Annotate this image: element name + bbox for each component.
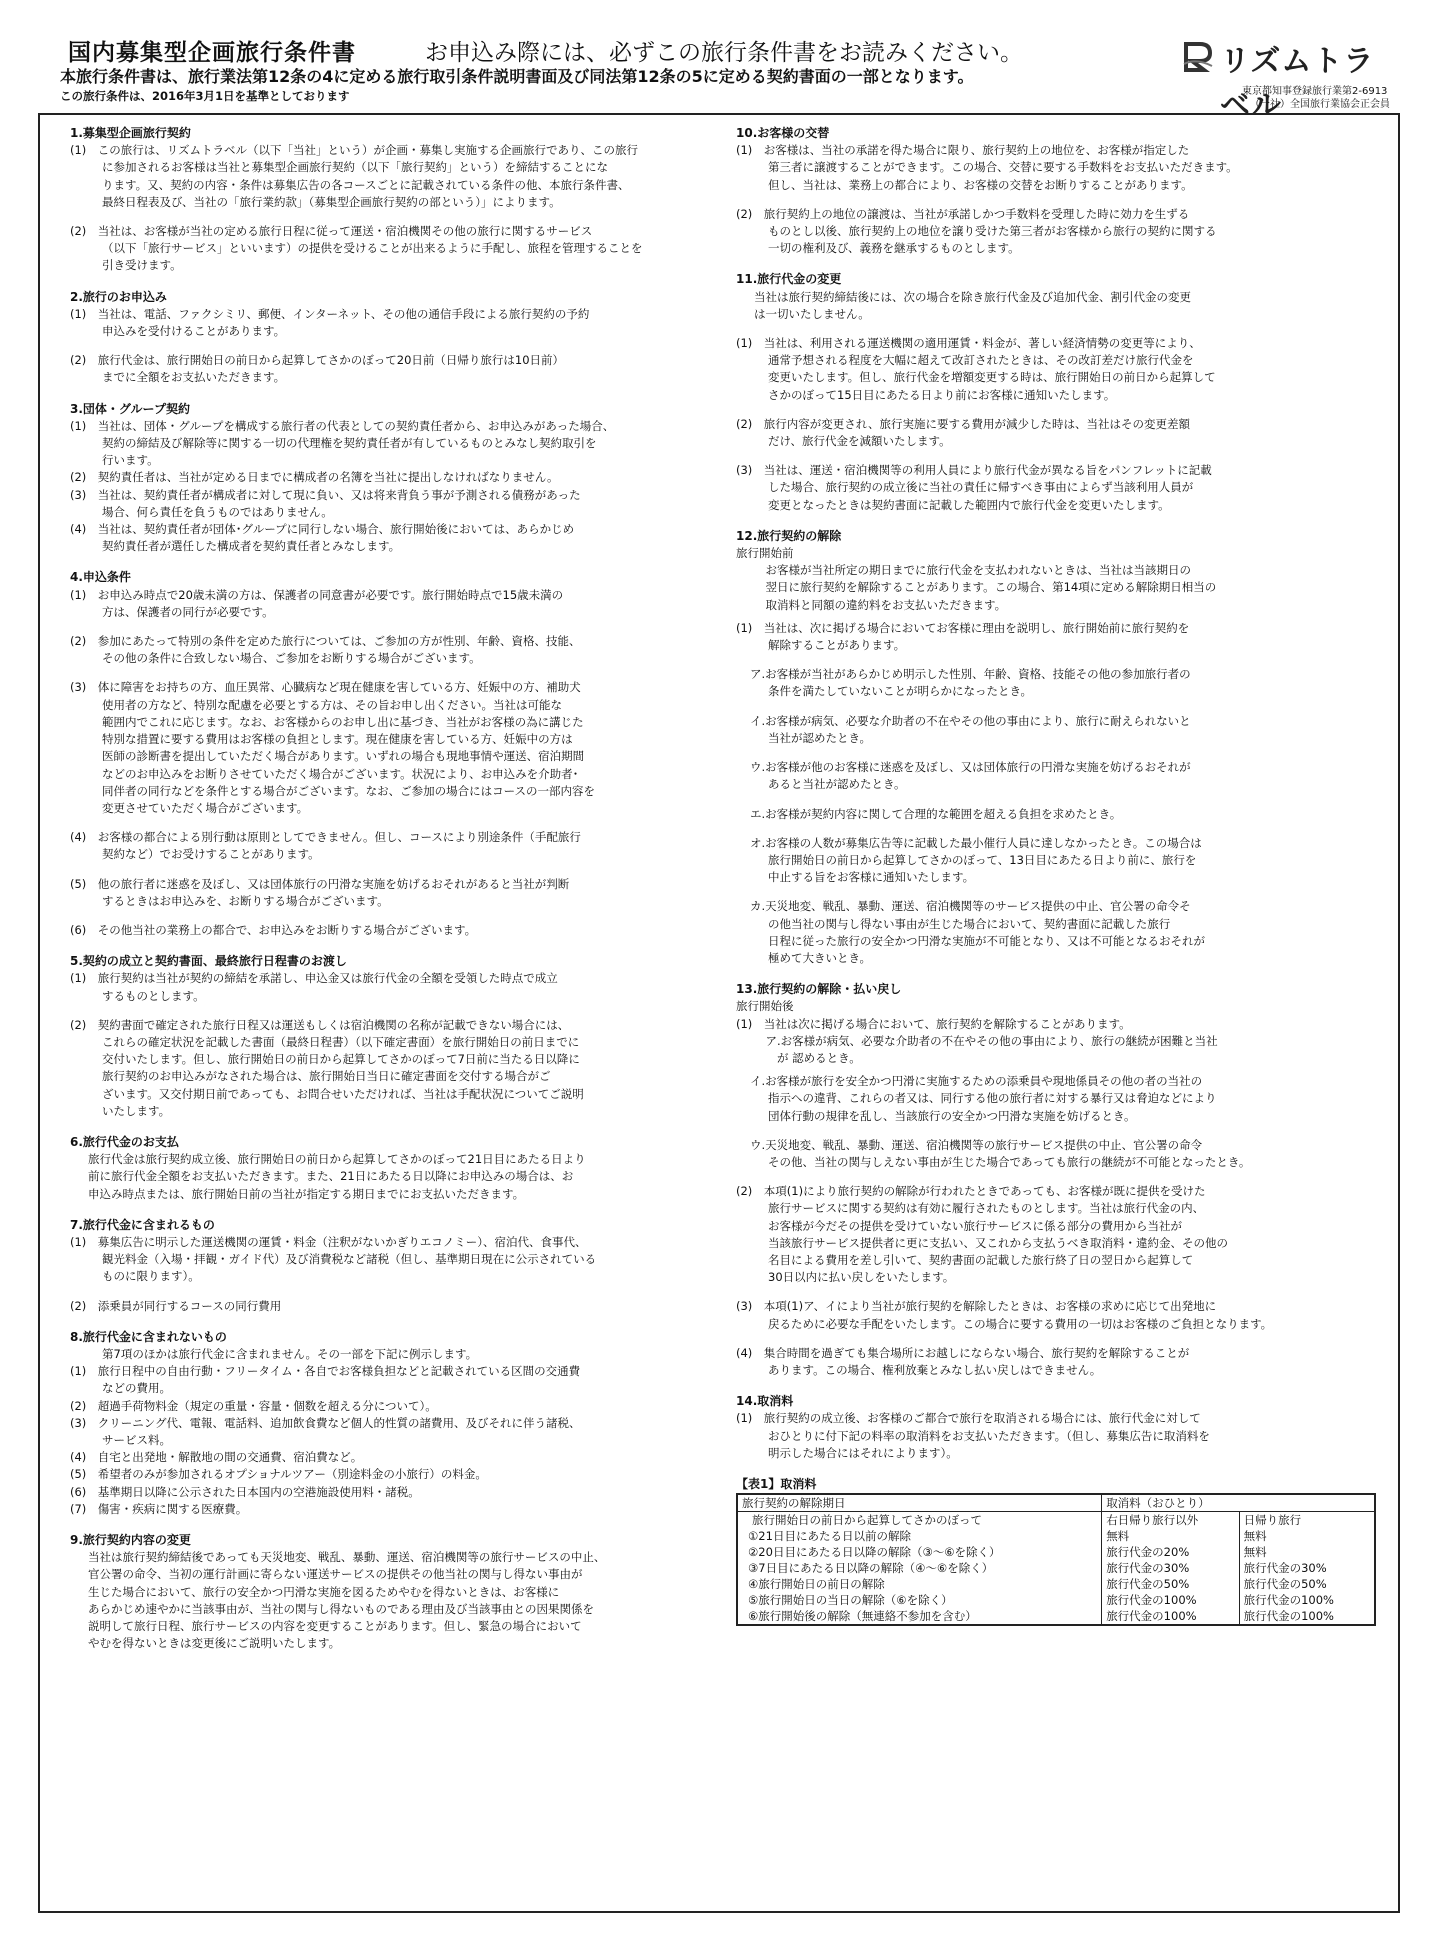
- text-line: ア.お客様が当社があらかじめ明示した性別、年齢、資格、技能その他の参加旅行者の: [750, 667, 1191, 682]
- base-date-note: この旅行条件は、2016年3月1日を基準としております: [60, 89, 350, 103]
- text-line: 当該旅行サービス提供者に更に支払い、又これから支払うべき取消料・違約金、その他の: [768, 1235, 1228, 1250]
- section-title: 11.旅行代金の変更: [736, 272, 842, 287]
- text-line: 申込み時点または、旅行開始日前の当社が指定する期日までにお支払いただきます。: [88, 1186, 525, 1201]
- text-line: (1) 旅行契約の成立後、お客様のご都合で旅行を取消される場合には、旅行代金に対して: [736, 1411, 1201, 1426]
- text-line: するときはお申込みを、お断りする場合がございます。: [102, 893, 389, 908]
- text-line: した場合、旅行契約の成立後に当社の責任に帰すべき事由によらず当該利用人員が: [768, 480, 1194, 495]
- section-title: 7.旅行代金に含まれるもの: [70, 1217, 215, 1232]
- text-line: は一切いたしません。: [754, 306, 870, 321]
- table-row: [737, 1608, 1375, 1625]
- association-membership: （一社）全国旅行業協会正会員: [1250, 99, 1390, 110]
- text-line: 当社は旅行契約締結後であっても天災地変、戦乱、暴動、運送、宿泊機関等の旅行サービスの中止、: [88, 1550, 606, 1565]
- text-line: イ.お客様が旅行を安全かつ円滑に実施するための添乗員や現地係員その他の者の当社の: [750, 1074, 1203, 1089]
- table-subheader-row: [737, 1512, 1375, 1529]
- subheader-reference: 旅行開始日の前日から起算してさかのぼって: [737, 1512, 1102, 1529]
- clause-paragraph: [736, 1183, 1376, 1286]
- cancel-table-caption: 【表1】取消料: [736, 1477, 817, 1491]
- clause-paragraph: [70, 142, 705, 211]
- text-line: (1) 当社は、次に掲げる場合においてお客様に理由を説明し、旅行開始前に旅行契約を: [736, 620, 1190, 635]
- text-line: が 認めるとき。: [754, 1050, 861, 1065]
- subheader-daytrip: 日帰り旅行: [1239, 1512, 1375, 1529]
- fee-non-daytrip: 旅行代金の100%: [1102, 1592, 1239, 1608]
- fee-daytrip: 無料: [1239, 1544, 1375, 1560]
- section-title: 6.旅行代金のお支払: [70, 1134, 179, 1149]
- clause-paragraph: [736, 206, 1376, 258]
- text-line: おひとりに付下記の料率の取消料をお支払いただきます。（但し、募集広告に取消料を: [768, 1428, 1210, 1443]
- text-line: (2) 当社は、お客様が当社の定める旅行日程に従って運送・宿泊機関その他の旅行に関するサービス: [70, 224, 593, 239]
- text-line: 交付いたします。但し、旅行開始日の前日から起算してさかのぼって7日前に当たる日以降に: [102, 1052, 580, 1067]
- clause-paragraph: [70, 306, 705, 340]
- text-line: (3) 体に障害をお持ちの方、血圧異常、心臓病など現在健康を害している方、妊娠中の方、補助犬: [70, 680, 581, 695]
- clause-paragraph: [736, 545, 1376, 614]
- text-line: (4) 集合時間を過ぎても集合場所にお越しにならない場合、旅行契約を解除することが: [736, 1345, 1190, 1360]
- text-line: ものに限ります）。: [102, 1269, 200, 1284]
- clause-paragraph: [736, 335, 1376, 404]
- text-line: などの費用。: [102, 1381, 171, 1396]
- text-line: 前に旅行代金全額をお支払いただきます。また、21日にあたる日以降にお申込みの場合は、お: [88, 1169, 574, 1184]
- section-title: 10.お客様の交替: [736, 126, 830, 140]
- text-line: あらかじめ速やかに当該事由が、当社の関与し得ないものである理由及び当該事由との因果関係を: [88, 1601, 594, 1616]
- terms-section: [70, 401, 705, 556]
- text-line: に参加されるお客様は当社と募集型企画旅行契約（以下「旅行契約」という）を締結することにな: [102, 160, 608, 175]
- clause-paragraph: [70, 1346, 705, 1518]
- terms-section: [70, 1217, 705, 1315]
- clause-paragraph: [70, 1298, 705, 1315]
- subheader-non-daytrip: 右日帰り旅行以外: [1102, 1512, 1239, 1529]
- clause-paragraph: [736, 462, 1376, 514]
- text-line: (3) 当社は、契約責任者が構成者に対して現に負い、又は将来背負う事が予測される債務があった: [70, 487, 581, 502]
- text-line: 医師の診断書を提出していただく場合があります。いずれの場合も現地事情や運送、宿泊期間: [102, 749, 585, 764]
- text-line: 旅行開始前: [736, 546, 794, 561]
- clause-paragraph: [70, 1017, 705, 1120]
- text-line: (2) 旅行契約上の地位の譲渡は、当社が承諾しかつ手数料を受理した時に効力を生ずる: [736, 206, 1190, 221]
- terms-section: [70, 1532, 705, 1652]
- text-line: (6) その他当社の業務上の都合で、お申込みをお断りする場合がございます。: [70, 922, 477, 937]
- terms-section: [70, 289, 705, 387]
- row-label: ①21日目にあたる日以前の解除: [737, 1528, 1102, 1544]
- fee-non-daytrip: 旅行代金の50%: [1102, 1576, 1239, 1592]
- text-line: 契約責任者が選任した構成者を契約責任者とみなします。: [102, 539, 401, 554]
- text-line: (2) 契約責任者は、当社が定める日までに構成者の名簿を当社に提出しなければなりません。: [70, 470, 559, 485]
- fee-non-daytrip: 旅行代金の30%: [1102, 1560, 1239, 1576]
- table-row: [737, 1528, 1375, 1544]
- clause-paragraph: [736, 713, 1376, 747]
- clause-paragraph: [70, 922, 705, 939]
- text-line: (2) 旅行代金は、旅行開始日の前日から起算してさかのぼって20日前（日帰り旅行は10日前）: [70, 353, 565, 368]
- text-line: 旅行開始日の前日から起算してさかのぼって、13日目にあたる日より前に、旅行を: [768, 852, 1197, 867]
- text-line: 旅行開始後: [736, 999, 794, 1014]
- text-line: 特別な措置に要する費用はお客様の負担とします。現在健康を害している方、妊娠中の方は: [102, 732, 573, 747]
- clause-paragraph: [736, 1298, 1376, 1332]
- terms-section: [736, 1393, 1376, 1462]
- row-label: ②20日目にあたる日以降の解除（③～⑥を除く）: [737, 1544, 1102, 1560]
- clause-paragraph: [736, 1137, 1376, 1171]
- text-line: (1) 旅行契約は当社が契約の締結を承諾し、申込金又は旅行代金の全額を受領した時点で成立: [70, 971, 558, 986]
- text-line: （以下「旅行サービス」といいます）の提供を受けることが出来るように手配し、旅程を管理することを: [102, 241, 643, 256]
- terms-section: [736, 271, 1376, 513]
- text-line: (2) 旅行内容が変更され、旅行実施に要する費用が減少した時は、当社はその変更差額: [736, 416, 1190, 431]
- clause-paragraph: [736, 1345, 1376, 1379]
- text-line: 一切の権利及び、義務を継承するものとします。: [768, 241, 1020, 256]
- clause-paragraph: [736, 289, 1376, 323]
- text-line: 同伴者の同行などを条件とする場合がございます。なお、ご参加の場合にはコースの一部内容を: [102, 783, 595, 798]
- text-line: 旅行契約のお申込みがなされた場合は、旅行開始日当日に確定書面を交付する場合がご: [102, 1069, 551, 1084]
- text-line: 団体行動の規律を乱し、当該旅行の安全かつ円滑な実施を妨げるとき。: [768, 1108, 1136, 1123]
- text-line: 戻るために必要な手配をいたします。この場合に要する費用の一切はお客様のご負担となります。: [768, 1316, 1273, 1331]
- fee-non-daytrip: 旅行代金の100%: [1102, 1608, 1239, 1625]
- clause-paragraph: [736, 416, 1376, 450]
- rhythm-logo-icon: [1180, 40, 1214, 74]
- terms-section: [736, 528, 1376, 967]
- company-logo: [1180, 30, 1390, 123]
- text-line: (1) お客様は、当社の承諾を得た場合に限り、旅行契約上の地位を、お客様が指定した: [736, 143, 1190, 158]
- text-line: 但し、当社は、業務上の都合により、お客様の交替をお断りすることがあります。: [768, 177, 1193, 192]
- text-line: ア.お客様が病気、必要な介助者の不在やその他の事由により、旅行の継続が困難と当社: [754, 1033, 1218, 1048]
- clause-paragraph: [736, 998, 1376, 1067]
- text-line: (2) 参加にあたって特別の条件を定めた旅行については、ご参加の方が性別、年齢、資格、技能、: [70, 634, 581, 649]
- fee-daytrip: 旅行代金の50%: [1239, 1576, 1375, 1592]
- registration-number: 東京都知事登録旅行業第2-6913: [1242, 86, 1388, 97]
- fee-daytrip: 無料: [1239, 1528, 1375, 1544]
- clause-paragraph: [736, 835, 1376, 887]
- text-line: 使用者の方など、特別な配慮を必要とする方は、その旨お申し出ください。当社は可能な: [102, 697, 562, 712]
- right-column: [736, 125, 1376, 1626]
- text-line: だけ、旅行代金を減額いたします。: [768, 434, 951, 449]
- text-line: 第7項のほかは旅行代金に含まれません。その一部を下記に例示します。: [102, 1346, 478, 1361]
- text-line: (2) 契約書面で確定された旅行日程又は運送もしくは宿泊機関の名称が記載できない場合には、: [70, 1017, 570, 1032]
- text-line: お客様が当社所定の期日までに旅行代金を支払われないときは、当社は当該期日の: [754, 563, 1191, 578]
- clause-paragraph: [736, 898, 1376, 967]
- text-line: 翌日に旅行契約を解除することがあります。この場合、第14項に定める解除期日相当の: [754, 580, 1217, 595]
- text-line: (1) この旅行は、リズムトラベル（以下「当社」という）が企画・募集し実施する企画旅行であり、この旅行: [70, 143, 639, 158]
- text-line: (7) 傷害・疾病に関する医療費。: [70, 1501, 248, 1516]
- text-line: (2) 超過手荷物料金（規定の重量・容量・個数を超える分について）。: [70, 1398, 437, 1413]
- text-line: ものとし以後、旅行契約上の地位を譲り受けた第三者がお客様から旅行の契約に関する: [768, 224, 1217, 239]
- text-line: (1) 当社は次に掲げる場合において、旅行契約を解除することがあります。: [736, 1016, 1131, 1031]
- terms-section: [70, 569, 705, 939]
- reading-notice: お申込み際には、必ずこの旅行条件書をお読みください。: [425, 40, 1023, 66]
- text-line: 観光料金（入場・拝観・ガイド代）及び消費税など諸税（但し、基準期日現在に公示されている: [102, 1252, 597, 1267]
- text-line: 解除することがあります。: [768, 638, 906, 653]
- company-name: リズムトラベル: [1220, 44, 1375, 123]
- table-row: [737, 1576, 1375, 1592]
- text-line: 旅行サービスに関する契約は有効に履行されたものとします。当社は旅行代金の内、: [768, 1201, 1205, 1216]
- text-line: 名目による費用を差し引いて、契約書面の記載した旅行終了日の翌日から起算して: [768, 1252, 1194, 1267]
- clause-paragraph: [70, 633, 705, 667]
- text-line: ウ.お客様が他のお客様に迷惑を及ぼし、又は団体旅行の円滑な実施を妨げるおそれが: [750, 760, 1191, 775]
- text-line: の他当社の関与し得ない事由が生じた場合において、契約書面に記載した旅行: [768, 916, 1171, 931]
- text-line: その他、当社の関与しえない事由が生じた場合であっても旅行の継続が不可能となったとき。: [768, 1154, 1251, 1169]
- text-line: (1) 旅行日程中の自由行動・フリータイム・各自でお客様負担などと記載されている区間の交通費: [70, 1364, 581, 1379]
- text-line: するものとします。: [102, 988, 205, 1003]
- text-line: (1) 当社は、団体・グループを構成する旅行者の代表としての契約責任者から、お申込みがあった場合、: [70, 418, 615, 433]
- document-header: [60, 30, 1390, 123]
- text-line: 30日以内に払い戻しをいたします。: [768, 1270, 955, 1285]
- table-row: [737, 1592, 1375, 1608]
- cancellation-fee-table: [736, 1493, 1376, 1626]
- fee-daytrip: 旅行代金の30%: [1239, 1560, 1375, 1576]
- text-line: 行います。: [102, 453, 159, 468]
- text-line: イ.お客様が病気、必要な介助者の不在やその他の事由により、旅行に耐えられないと: [750, 713, 1191, 728]
- text-line: (5) 他の旅行者に迷惑を及ぼし、又は団体旅行の円滑な実施を妨げるおそれがあると当社が判断: [70, 876, 570, 891]
- table-header-row: [737, 1494, 1375, 1512]
- legal-subtitle: 本旅行条件書は、旅行業法第12条の4に定める旅行取引条件説明書面及び同法第12条の5に定める契約書面の一部となります。: [60, 67, 974, 86]
- clause-paragraph: [736, 666, 1376, 700]
- left-column: [70, 125, 705, 1666]
- section-title: 8.旅行代金に含まれないもの: [70, 1329, 227, 1344]
- text-line: 説明して旅行日程、旅行サービスの内容を変更することがあります。但し、緊急の場合において: [88, 1619, 582, 1634]
- text-line: 日程に従った旅行の安全かつ円滑な実施が不可能となり、又は不可能となるおそれが: [768, 933, 1205, 948]
- text-line: オ.お客様の人数が募集広告等に記載した最小催行人員に達しなかったとき。この場合は: [750, 835, 1202, 850]
- section-title: 5.契約の成立と契約書面、最終旅行日程書のお渡し: [70, 954, 347, 969]
- clause-paragraph: [70, 876, 705, 910]
- text-line: 方は、保護者の同行が必要です。: [102, 604, 274, 619]
- clause-paragraph: [736, 806, 1376, 823]
- text-line: (2) 本項(1)により旅行契約の解除が行われたときであっても、お客様が既に提供を受けた: [736, 1184, 1206, 1199]
- text-line: 指示への違背、これらの者又は、同行する他の旅行者に対する暴行又は脅迫などにより: [768, 1091, 1217, 1106]
- text-line: 申込みを受付けることがあります。: [102, 324, 286, 339]
- terms-section: [70, 953, 705, 1120]
- clause-paragraph: [736, 759, 1376, 793]
- clause-paragraph: [736, 142, 1376, 194]
- clause-paragraph: [70, 679, 705, 817]
- clause-paragraph: [70, 223, 705, 275]
- text-line: (3) 本項(1)ア、イにより当社が旅行契約を解除したときは、お客様の求めに応じて出発地に: [736, 1299, 1217, 1314]
- text-line: 通常予想される程度を大幅に超えて改訂されたときは、その改訂差だけ旅行代金を: [768, 353, 1194, 368]
- fee-non-daytrip: 無料: [1102, 1528, 1239, 1544]
- text-line: (5) 希望者のみが参加されるオプショナルツアー（別途料金の小旅行）の料金。: [70, 1467, 487, 1482]
- text-line: さかのぼって15日目にあたる日より前にお客様に通知いたします。: [768, 387, 1116, 402]
- section-title: 14.取消料: [736, 1394, 794, 1409]
- section-title: 13.旅行契約の解除・払い戻し: [736, 982, 902, 997]
- text-line: これらの確定状況を記載した書面（最終日程書）（以下確定書面）を旅行開始日の前日までに: [102, 1034, 580, 1049]
- text-line: (1) 当社は、利用される運送機関の適用運賃・料金が、著しい経済情勢の変更等により、: [736, 336, 1201, 351]
- section-title: 4.申込条件: [70, 570, 131, 585]
- text-line: 当社は旅行契約締結後には、次の場合を除き旅行代金及び追加代金、割引代金の変更: [754, 289, 1191, 304]
- text-line: ります。又、契約の内容・条件は募集広告の各コースごとに記載されている条件の他、本旅行条件書、: [102, 177, 630, 192]
- text-line: 取消料と同額の違約料をお支払いただきます。: [754, 597, 1007, 612]
- text-line: ざいます。又交付期日前であっても、お問合せいただければ、当社は手配状況についてご説明: [102, 1086, 584, 1101]
- clause-paragraph: [70, 1151, 705, 1203]
- text-line: 極めて大きいとき。: [768, 950, 872, 965]
- clause-paragraph: [70, 352, 705, 386]
- terms-section: [70, 1329, 705, 1518]
- text-line: 契約の締結及び解除等に関する一切の代理権を契約責任者が有しているものとみなし契約取引を: [102, 436, 597, 451]
- text-line: 明示した場合にはそれによります）。: [768, 1445, 958, 1460]
- fee-daytrip: 旅行代金の100%: [1239, 1592, 1375, 1608]
- text-line: あります。この場合、権利放棄とみなし払い戻しはできません。: [768, 1362, 1102, 1377]
- text-line: (4) 当社は、契約責任者が団体･グループに同行しない場合、旅行開始後においては、あらかじめ: [70, 522, 575, 537]
- row-label: ⑥旅行開始後の解除（無連絡不参加を含む）: [737, 1608, 1102, 1625]
- text-line: (1) 当社は、電話、ファクシミリ、郵便、インターネット、その他の通信手段による旅行契約の予約: [70, 306, 590, 321]
- row-label: ③7日目にあたる日以降の解除（④～⑥を除く）: [737, 1560, 1102, 1576]
- clause-paragraph: [70, 1549, 705, 1652]
- text-line: 引き受けます。: [102, 258, 182, 273]
- text-line: (4) お客様の都合による別行動は原則としてできません。但し、コースにより別途条件（手配旅行: [70, 830, 581, 845]
- clause-paragraph: [70, 587, 705, 621]
- header-cancel-date: 旅行契約の解除期日: [737, 1494, 1102, 1512]
- section-title: 12.旅行契約の解除: [736, 528, 842, 543]
- text-line: 変更となったときは契約書面に記載した範囲内で旅行代金を変更いたします。: [768, 497, 1170, 512]
- text-line: までに全額をお支払いただきます。: [102, 370, 286, 385]
- header-cancel-fee: 取消料（おひとり）: [1102, 1494, 1375, 1512]
- terms-section: [70, 1134, 705, 1203]
- clause-paragraph: [70, 1234, 705, 1286]
- text-line: 生じた場合において、旅行の安全かつ円滑な実施を図るためやむを得ないときは、お客様に: [88, 1584, 560, 1599]
- section-title: 2.旅行のお申込み: [70, 289, 167, 304]
- text-line: 変更いたします。但し、旅行代金を増額変更する時は、旅行開始日の前日から起算して: [768, 370, 1216, 385]
- text-line: あると当社が認めたとき。: [768, 777, 906, 792]
- terms-section: [70, 125, 705, 275]
- clause-paragraph: [70, 418, 705, 556]
- text-line: 中止する旨をお客様に通知いたします。: [768, 870, 975, 885]
- text-line: その他の条件に合致しない場合、ご参加をお断りする場合がございます。: [102, 651, 481, 666]
- terms-frame: [38, 113, 1400, 1913]
- text-line: 官公署の命令、当初の運行計画に寄らない運送サービスの提供その他当社の関与し得ない事由が: [88, 1567, 583, 1582]
- text-line: (2) 添乗員が同行するコースの同行費用: [70, 1298, 282, 1313]
- section-title: 3.団体・グループ契約: [70, 401, 190, 416]
- text-line: 最終日程表及び、当社の「旅行業約款」（募集型企画旅行契約の部という）」によります。: [102, 194, 561, 209]
- text-line: サービス料。: [102, 1433, 171, 1447]
- text-line: 場合、何ら責任を負うものではありません。: [102, 504, 333, 519]
- document-title: 国内募集型企画旅行条件書: [68, 40, 356, 66]
- clause-paragraph: [736, 1410, 1376, 1462]
- text-line: いたします。: [102, 1103, 171, 1118]
- text-line: 当社が認めたとき。: [768, 730, 872, 745]
- clause-paragraph: [70, 829, 705, 863]
- text-line: (3) クリーニング代、電報、電話料、追加飲食費など個人的性質の諸費用、及びそれに伴う諸税、: [70, 1415, 581, 1430]
- text-line: ウ.天災地変、戦乱、暴動、運送、宿泊機関等の旅行サービス提供の中止、官公署の命令: [750, 1137, 1203, 1152]
- table-row: [737, 1544, 1375, 1560]
- text-line: (4) 自宅と出発地・解散地の間の交通費、宿泊費など。: [70, 1450, 363, 1465]
- text-line: カ.天災地変、戦乱、暴動、運送、宿泊機関等のサービス提供の中止、官公署の命令そ: [750, 899, 1191, 914]
- text-line: (3) 当社は、運送・宿泊機関等の利用人員により旅行代金が異なる旨をパンフレットに記載: [736, 463, 1212, 478]
- text-line: などのお申込みをお断りさせていただく場合がございます。状況により、お申込みを介助者･: [102, 766, 579, 781]
- clause-paragraph: [70, 970, 705, 1004]
- text-line: 第三者に譲渡することができます。この場合、交替に要する手数料をお支払いただきます。: [768, 160, 1238, 175]
- table-row: [737, 1560, 1375, 1576]
- terms-section: [736, 125, 1376, 257]
- text-line: お客様が今だその提供を受けていない旅行サービスに係る部分の費用から当社が: [768, 1218, 1182, 1233]
- clause-paragraph: [736, 620, 1376, 654]
- text-line: (6) 基準期日以降に公示された日本国内の空港施設使用料・諸税。: [70, 1484, 420, 1499]
- fee-daytrip: 旅行代金の100%: [1239, 1608, 1375, 1625]
- section-title: 1.募集型企画旅行契約: [70, 126, 191, 140]
- text-line: エ.お客様が契約内容に関して合理的な範囲を超える負担を求めたとき。: [750, 806, 1122, 821]
- section-title: 9.旅行契約内容の変更: [70, 1533, 191, 1548]
- text-line: やむを得ないときは変更後にご説明いたします。: [88, 1636, 341, 1651]
- text-line: (1) お申込み時点で20歳未満の方は、保護者の同意書が必要です。旅行開始時点で15歳未満の: [70, 587, 564, 602]
- text-line: 変更させていただく場合がございます。: [102, 800, 309, 815]
- row-label: ④旅行開始日の前日の解除: [737, 1576, 1102, 1592]
- text-line: 範囲内でこれに応じます。なお、お客様からのお申し出に基づき、当社がお客様の為に講じた: [102, 714, 584, 729]
- row-label: ⑤旅行開始日の当日の解除（⑥を除く）: [737, 1592, 1102, 1608]
- text-line: 条件を満たしていないことが明らかになったとき。: [768, 684, 1033, 699]
- text-line: 旅行代金は旅行契約成立後、旅行開始日の前日から起算してさかのぼって21日目にあたる日より: [88, 1152, 586, 1167]
- clause-paragraph: [736, 1073, 1376, 1125]
- text-line: (1) 募集広告に明示した運送機関の運賃・料金（注釈がないかぎりエコノミー）、宿泊代、食事代、: [70, 1234, 587, 1249]
- text-line: 契約など）でお受けすることがあります。: [102, 847, 320, 862]
- fee-non-daytrip: 旅行代金の20%: [1102, 1544, 1239, 1560]
- terms-section: [736, 981, 1376, 1379]
